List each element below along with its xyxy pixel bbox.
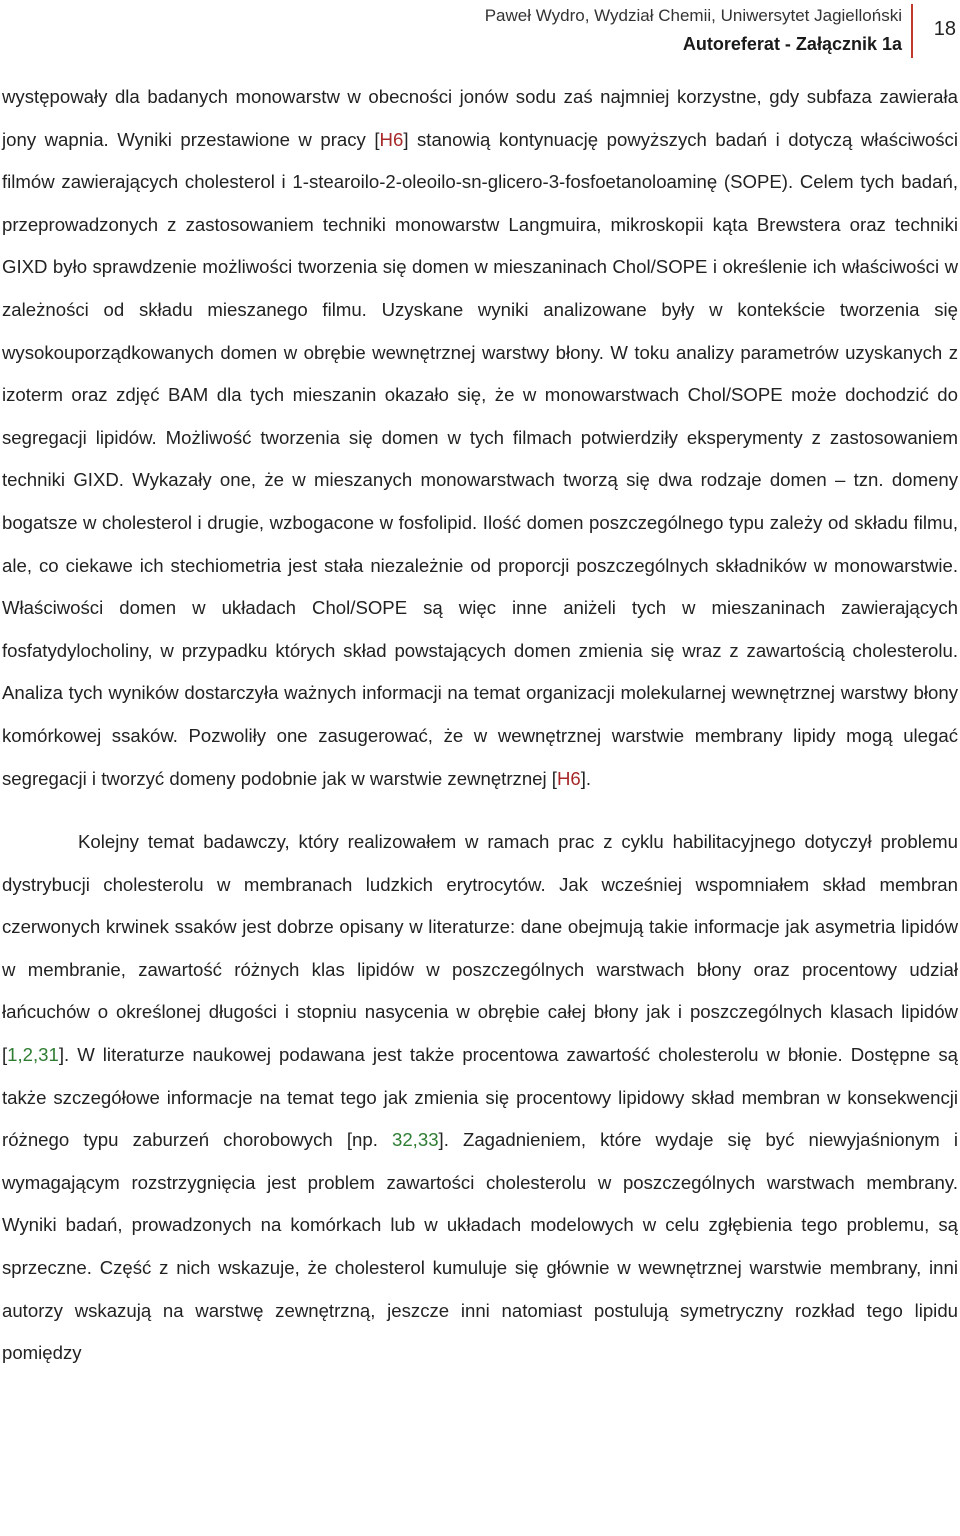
reference-32-33[interactable]: 32,33 — [392, 1129, 439, 1151]
header-author: Paweł Wydro, Wydział Chemii, Uniwersytet Jagielloński — [484, 6, 902, 25]
reference-h6-second[interactable]: H6 — [556, 767, 581, 789]
page-number: 18 — [933, 18, 956, 40]
paragraph-2 — [2, 821, 958, 1375]
paragraph-1-text-a: Wyniki przestawione w pracy [ — [117, 128, 380, 150]
document-body — [2, 76, 958, 1375]
paragraph-1 — [2, 76, 958, 800]
paragraph-1-text-b: ] stanowią kontynuację powyższych badań i dotyczą właściwości filmów zawierających cholesterol i 1-stearoilo-2-oleoilo-sn-glicero-3-fosfoetanoloaminę (SOPE). Celem tych badań, przeprowadzonych z zastosowaniem techniki monowarstw Langmuira, mikroskopii kąta Brewstera oraz techniki GIXD było sprawdzenie możliwości tworzenia się domen w mieszaninach Chol/SOPE i określenie ich właściwości w zależności od składu mieszanego filmu. Uzyskane wyniki analizowane były w kontekście tworzenia się wysokouporządkowanych domen w obrębie wewnętrznej warstwy błony. W toku analizy parametrów uzyskanych z izoterm oraz zdjęć BAM dla tych mieszanin okazało się, że w monowarstwach Chol/SOPE może dochodzić do segregacji lipidów. Możliwość tworzenia się domen w tych filmach potwierdziły eksperymenty z zastosowaniem techniki GIXD. Wykazały one, że w mieszanych monowarstwach tworzą się dwa rodzaje domen – tzn. domeny bogatsze w cholesterol i drugie, wzbogacone w fosfolipid. Ilość domen poszczególnego typu zależy od składu filmu, ale, co ciekawe ich stechiometria jest stała niezależnie od proporcji poszczególnych składników w monowarstwie. Właściwości domen w układach Chol/SOPE są więc inne aniżeli tych w mieszaninach zawierających fosfatydylocholiny, w przypadku których skład powstających domen zmienia się wraz z zawartością cholesterolu. Analiza tych wyników dostarczyła ważnych informacji na temat organizacji molekularnej wewnętrznej warstwy błony komórkowej ssaków. Pozwoliły one zasugerować, że w wewnętrznej warstwie membrany lipidy mogą ulegać segregacji i tworzyć domeny podobnie jak w warstwie zewnętrznej [ — [2, 128, 958, 789]
paragraph-2-text-1: Kolejny temat badawczy, który realizowałem w ramach prac z cyklu habilitacyjnego dotyczył problemu dystrybucji cholesterolu w membranach ludzkich erytrocytów. Jak wcześniej wspomniałem skład membran czerwonych krwinek ssaków jest dobrze opisany w literaturze: dane obejmują takie informacje jak asymetria lipidów w membranie, zawartość różnych klas lipidów w poszczególnych warstwach błony oraz procentowy udział łańcuchów o określonej długości i stopniu nasycenia w obrębie całej błony jak i poszczególnych klasach lipidów [ — [2, 831, 958, 1066]
paragraph-2-text-3: ]. Zagadnieniem, które wydaje się być niewyjaśnionym i wymagającym rozstrzygnięcia jest problem zawartości cholesterolu w poszczególnych warstwach membrany. Wyniki badań, prowadzonych na komórkach lub w układach modelowych w celu zgłębienia tego problemu, są sprzeczne. Część z nich wskazuje, że cholesterol kumuluje się głównie w wewnętrznej warstwie membrany, inni autorzy wskazują na warstwę zewnętrzną, jeszcze inni natomiast postulują symetryczny rozkład tego lipidu pomiędzy — [2, 1129, 958, 1364]
paragraph-1-sentence-1: występowały dla badanych monowarstw w obecności jonów sodu zaś najmniej korzystne, gdy subfaza zawierała jony wapnia. — [2, 86, 958, 150]
paragraph-1-text-c: ]. — [580, 767, 592, 789]
reference-1-2-31[interactable]: 1,2,31 — [7, 1044, 59, 1066]
reference-h6[interactable]: H6 — [379, 128, 404, 150]
header-title: Autoreferat - Załącznik 1a — [682, 34, 902, 54]
page-header — [0, 0, 960, 62]
paragraph-2-text-2: ]. W literaturze naukowej podawana jest także procentowa zawartość cholesterolu w błonie. Dostępne są także szczegółowe informacje na temat tego jak zmienia się procentowy lipidowy skład membran w konsekwencji różnego typu zaburzeń chorobowych [np. — [2, 1044, 958, 1151]
header-divider — [911, 4, 913, 58]
